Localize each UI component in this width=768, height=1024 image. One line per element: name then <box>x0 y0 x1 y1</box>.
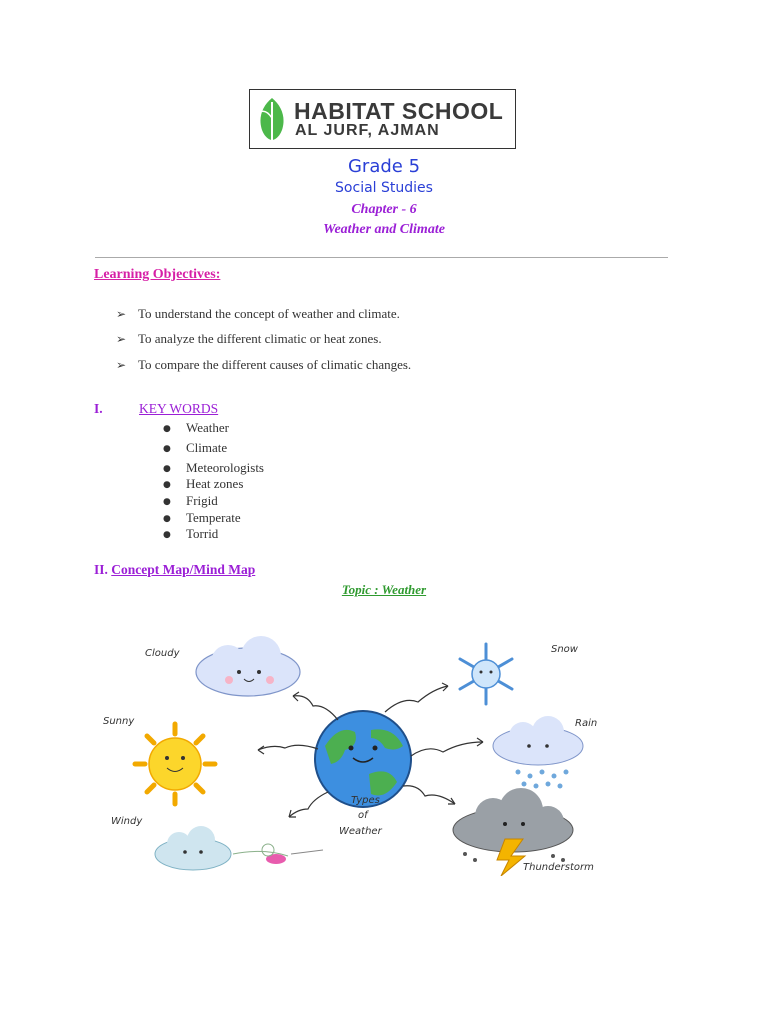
arrow-bullet-icon: ➢ <box>116 307 127 321</box>
section-2-heading <box>94 562 255 578</box>
globe-icon <box>315 711 411 807</box>
section-2-number: II. <box>94 562 108 577</box>
bullet-icon: ● <box>163 497 171 507</box>
center-label-line2: of <box>358 810 368 821</box>
logo-location: AL JURF, AJMAN <box>295 122 440 139</box>
center-label-line1: Types <box>351 795 380 806</box>
label-cloudy: Cloudy <box>145 648 180 659</box>
arrow-bullet-icon: ➢ <box>116 358 127 372</box>
objective-item: ➢ To analyze the different climatic or heat zones. <box>116 331 382 346</box>
bullet-icon: ● <box>163 530 171 540</box>
grade-heading: Grade 5 <box>347 156 421 177</box>
leaf-logo-icon <box>256 96 288 142</box>
chapter-heading: Chapter - 6 <box>351 202 417 217</box>
logo-school-name: HABITAT SCHOOL <box>294 98 504 124</box>
arrow-bullet-icon: ➢ <box>116 332 127 346</box>
label-thunderstorm: Thunderstorm <box>523 862 594 873</box>
section-1-number: I. <box>94 401 103 416</box>
label-rain: Rain <box>575 718 598 729</box>
keyword-item: ● Meteorologists <box>163 460 264 475</box>
objective-item: ➢ To understand the concept of weather and climate. <box>116 306 400 321</box>
chapter-title: Weather and Climate <box>323 222 445 237</box>
weather-concept-map <box>93 634 619 876</box>
label-sunny: Sunny <box>103 716 135 727</box>
bullet-icon: ● <box>163 514 171 524</box>
label-snow: Snow <box>551 644 578 655</box>
school-logo <box>249 89 516 149</box>
keyword-item: ● Temperate <box>163 510 241 525</box>
bullet-icon: ● <box>163 444 171 454</box>
bullet-icon: ● <box>163 480 171 490</box>
objective-item: ➢ To compare the different causes of climatic changes. <box>116 357 412 372</box>
center-label-line3: Weather <box>339 826 382 837</box>
keyword-item: ● Weather <box>163 420 229 435</box>
section-1-title: KEY WORDS <box>139 401 219 416</box>
keyword-item: ● Climate <box>163 440 228 455</box>
sun-icon <box>135 724 215 804</box>
section-2-title: Concept Map/Mind Map <box>111 562 256 577</box>
horizontal-divider <box>95 257 668 258</box>
keyword-item: ● Torrid <box>163 526 219 541</box>
mind-map-topic: Topic : Weather <box>341 582 427 597</box>
bullet-icon: ● <box>163 424 171 434</box>
subject-heading: Social Studies <box>335 180 433 196</box>
keyword-item: ● Heat zones <box>163 476 244 491</box>
keyword-item: ● Frigid <box>163 493 218 508</box>
learning-objectives-title: Learning Objectives: <box>94 267 221 282</box>
label-windy: Windy <box>111 816 143 827</box>
bullet-icon: ● <box>163 464 171 474</box>
